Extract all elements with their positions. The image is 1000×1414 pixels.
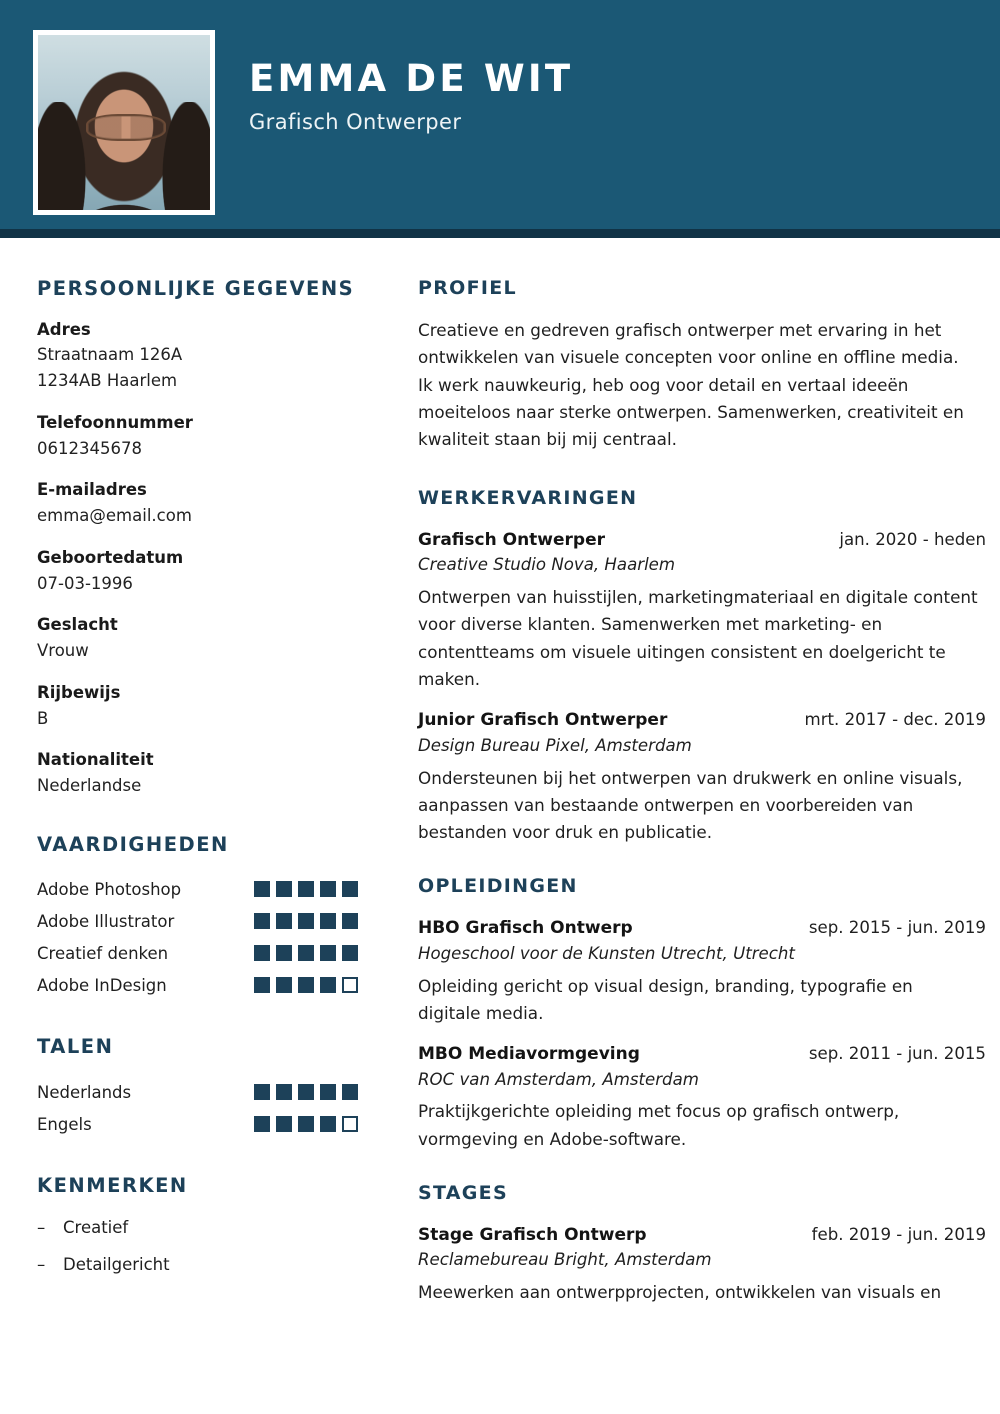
rating-square-filled: [320, 945, 336, 961]
entry-description: Ontwerpen van huisstijlen, marketingmateriaal en digitale content voor diverse klanten. Samenwerken met marketing- en contentteams om visuele uitingen consistent en doelgericht te maken.: [418, 587, 978, 689]
entry: [418, 1042, 986, 1153]
entry-organisation: Creative Studio Nova, Haarlem: [418, 555, 676, 575]
section-internships: [418, 1179, 986, 1307]
entry: [418, 1223, 986, 1307]
entry-organisation: ROC van Amsterdam, Amsterdam: [418, 1069, 699, 1089]
rating-square-filled: [298, 1084, 314, 1100]
language-row-label: Engels: [37, 1114, 92, 1134]
skill-row-label: Adobe Photoshop: [37, 879, 182, 899]
personal-detail-label: Geslacht: [37, 615, 118, 635]
skill-row-squares: [254, 913, 362, 929]
work-entry-list: [418, 528, 986, 846]
entry-title: Junior Grafisch Ontwerper: [418, 709, 668, 730]
section-title-traits: KENMERKEN: [37, 1174, 188, 1197]
entry-date: sep. 2011 - jun. 2015: [808, 1043, 986, 1063]
section-work-experience: [418, 484, 986, 846]
rating-square-filled: [320, 913, 336, 929]
section-title-education: OPLEIDINGEN: [418, 875, 578, 898]
personal-detail-value: 07-03-1996: [37, 573, 133, 593]
section-title-internships: STAGES: [418, 1181, 508, 1204]
trait-item: [37, 1253, 362, 1278]
portrait-photo: [38, 35, 210, 210]
entry: [418, 528, 986, 693]
header-bottom-stripe: [0, 229, 1000, 238]
section-title-work: WERKERVARINGEN: [418, 486, 638, 509]
rating-square-filled: [254, 1116, 270, 1132]
personal-detail-value: emma@email.com: [37, 506, 192, 526]
entry: [418, 916, 986, 1027]
entry-title: MBO Mediavormgeving: [418, 1043, 640, 1064]
rating-square-filled: [320, 977, 336, 993]
personal-detail-label: Nationaliteit: [37, 750, 154, 770]
personal-detail-item: [37, 613, 362, 663]
skills-list: [37, 873, 362, 1001]
entry-title: HBO Grafisch Ontwerp: [418, 917, 633, 938]
entry-organisation: Design Bureau Pixel, Amsterdam: [418, 735, 692, 755]
section-traits: [37, 1171, 362, 1278]
section-title-personal: PERSOONLIJKE GEGEVENS: [37, 277, 355, 300]
personal-detail-label: E-mailadres: [37, 480, 147, 500]
job-title: Grafisch Ontwerper: [249, 109, 462, 134]
personal-detail-label: Adres: [37, 319, 91, 339]
entry-header: [418, 528, 986, 553]
section-education: [418, 872, 986, 1153]
skill-row: [37, 937, 362, 969]
skill-row-squares: [254, 945, 362, 961]
section-title-profile: PROFIEL: [418, 277, 517, 299]
personal-detail-value: Vrouw: [37, 641, 89, 661]
skill-row: [37, 873, 362, 905]
rating-square-filled: [254, 945, 270, 961]
cv-body: [0, 238, 1000, 1310]
skill-row-label: Adobe InDesign: [37, 975, 167, 995]
skill-row: [37, 969, 362, 1001]
rating-square-filled: [342, 913, 358, 929]
entry-date: feb. 2019 - jun. 2019: [811, 1224, 986, 1244]
skill-row-label: Creatief denken: [37, 943, 169, 963]
entry-description: Meewerken aan ontwerpprojecten, ontwikkelen van visuals en: [418, 1282, 942, 1303]
rating-square-filled: [298, 977, 314, 993]
personal-detail-item: [37, 318, 362, 394]
internship-entry-list: [418, 1223, 986, 1307]
language-row: [37, 1108, 362, 1140]
education-entry-list: [418, 916, 986, 1153]
personal-detail-item: [37, 748, 362, 798]
photo-frame: [33, 30, 215, 215]
entry-organisation: Reclamebureau Bright, Amsterdam: [418, 1250, 712, 1270]
trait-label: Creatief: [63, 1217, 129, 1237]
personal-detail-label: Geboortedatum: [37, 547, 184, 567]
cv-header: [0, 0, 1000, 238]
rating-square-filled: [276, 945, 292, 961]
languages-list: [37, 1076, 362, 1140]
header-text-block: [249, 57, 574, 134]
language-row-squares: [254, 1116, 362, 1132]
personal-detail-value: Nederlandse: [37, 776, 142, 796]
rating-square-empty: [342, 1116, 358, 1132]
profile-text: Creatieve en gedreven grafisch ontwerper met ervaring in het ontwikkelen van visuele concepten voor online en offline media. Ik werk nauwkeurig, heb oog voor detail en vertaal ideeën moeiteloos naar sterke ontwerpen. Samenwerken, creativiteit en kwaliteit staan bij mij centraal.: [418, 319, 964, 450]
entry-description: Opleiding gericht op visual design, branding, typografie en digitale media.: [418, 975, 913, 1023]
section-profile: [418, 274, 986, 454]
section-languages: [37, 1032, 362, 1140]
personal-detail-value: 1234AB Haarlem: [37, 371, 178, 391]
personal-detail-item: [37, 411, 362, 461]
rating-square-filled: [254, 881, 270, 897]
personal-detail-value: 0612345678: [37, 438, 142, 458]
language-row-squares: [254, 1084, 362, 1100]
rating-square-filled: [298, 881, 314, 897]
sidebar: [0, 274, 380, 1310]
rating-square-filled: [276, 1084, 292, 1100]
main-column: [380, 274, 1000, 1310]
language-row-label: Nederlands: [37, 1082, 132, 1102]
personal-detail-value: Straatnaam 126A: [37, 345, 183, 365]
entry-header: [418, 1042, 986, 1067]
rating-square-filled: [342, 945, 358, 961]
skill-row: [37, 905, 362, 937]
rating-square-filled: [276, 913, 292, 929]
rating-square-filled: [320, 881, 336, 897]
section-title-languages: TALEN: [37, 1035, 114, 1059]
personal-detail-label: Rijbewijs: [37, 682, 121, 702]
skill-row-squares: [254, 977, 362, 993]
skill-row-label: Adobe Illustrator: [37, 911, 175, 931]
traits-list: [37, 1216, 362, 1279]
section-personal-details: [37, 274, 362, 799]
trait-item: [37, 1216, 362, 1241]
rating-square-filled: [298, 913, 314, 929]
rating-square-filled: [254, 1084, 270, 1100]
language-row: [37, 1076, 362, 1108]
rating-square-filled: [276, 881, 292, 897]
entry-header: [418, 708, 986, 733]
rating-square-filled: [342, 881, 358, 897]
entry-date: sep. 2015 - jun. 2019: [808, 917, 986, 937]
entry-header: [418, 916, 986, 941]
rating-square-filled: [254, 977, 270, 993]
trait-label: Detailgericht: [63, 1255, 170, 1275]
rating-square-filled: [276, 1116, 292, 1132]
rating-square-filled: [320, 1116, 336, 1132]
entry-title: Grafisch Ontwerper: [418, 529, 606, 550]
skill-row-squares: [254, 881, 362, 897]
rating-square-filled: [298, 1116, 314, 1132]
trait-dash-icon: –: [37, 1255, 46, 1275]
rating-square-empty: [342, 977, 358, 993]
rating-square-filled: [254, 913, 270, 929]
page-title: EMMA DE WIT: [249, 57, 574, 100]
entry-description: Ondersteunen bij het ontwerpen van drukwerk en online visuals, aanpassen van bestaande ontwerpen en voorbereiden van bestanden voor druk en publicatie.: [418, 767, 963, 842]
entry-organisation: Hogeschool voor de Kunsten Utrecht, Utrecht: [418, 943, 795, 963]
personal-detail-item: [37, 681, 362, 731]
section-skills: [37, 830, 362, 1002]
entry-description: Praktijkgerichte opleiding met focus op grafisch ontwerp, vormgeving en Adobe-software.: [418, 1101, 900, 1149]
trait-dash-icon: –: [37, 1217, 46, 1237]
entry-title: Stage Grafisch Ontwerp: [418, 1224, 647, 1245]
rating-square-filled: [342, 1084, 358, 1100]
rating-square-filled: [276, 977, 292, 993]
rating-square-filled: [320, 1084, 336, 1100]
rating-square-filled: [298, 945, 314, 961]
personal-details-list: [37, 318, 362, 799]
personal-detail-item: [37, 478, 362, 528]
personal-detail-item: [37, 546, 362, 596]
entry-date: jan. 2020 - heden: [839, 529, 986, 549]
entry-date: mrt. 2017 - dec. 2019: [804, 709, 986, 729]
personal-detail-value: B: [37, 708, 49, 728]
entry-header: [418, 1223, 986, 1248]
section-title-skills: VAARDIGHEDEN: [37, 832, 229, 856]
entry: [418, 708, 986, 846]
personal-detail-label: Telefoonnummer: [37, 412, 193, 432]
